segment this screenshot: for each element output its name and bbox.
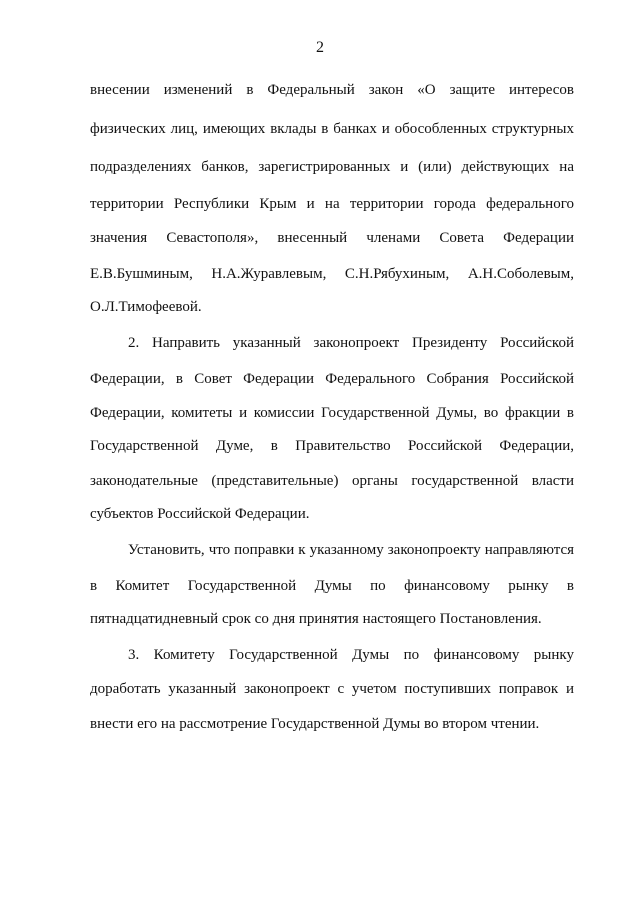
text-line: 2. Направить указанный законопроект Президенту Российской (128, 335, 574, 351)
text-line: Федерации, в Совет Федерации Федерального Собрания Российской (90, 371, 574, 387)
text-line: территории Республики Крым и на территории города федерального (90, 196, 574, 212)
text-line: Е.В.Бушминым, Н.А.Журавлевым, С.Н.Рябухиным, А.Н.Соболевым, (90, 266, 574, 282)
text-line: 3. Комитету Государственной Думы по финансовому рынку (128, 647, 574, 663)
text-line: внесении изменений в Федеральный закон «О защите интересов (90, 82, 574, 98)
text-line: Федерации, комитеты и комиссии Государственной Думы, во фракции в (90, 405, 574, 421)
text-line: доработать указанный законопроект с учетом поступивших поправок и (90, 681, 574, 697)
text-line: в Комитет Государственной Думы по финансовому рынку в (90, 578, 574, 594)
text-line: пятнадцатидневный срок со дня принятия настоящего Постановления. (90, 611, 542, 627)
text-line: субъектов Российской Федерации. (90, 506, 310, 522)
text-line: значения Севастополя», внесенный членами Совета Федерации (90, 230, 574, 246)
text-line: физических лиц, имеющих вклады в банках и обособленных структурных (90, 121, 574, 137)
text-line: внести его на рассмотрение Государственной Думы во втором чтении. (90, 716, 540, 732)
text-line: Установить, что поправки к указанному законопроекту направляются (128, 542, 574, 558)
text-line: законодательные (представительные) органы государственной власти (90, 473, 574, 489)
text-line: подразделениях банков, зарегистрированных и (или) действующих на (90, 159, 574, 175)
text-line: Государственной Думе, в Правительство Российской Федерации, (90, 438, 574, 454)
text-line: О.Л.Тимофеевой. (90, 299, 202, 315)
page-number: 2 (316, 39, 324, 56)
